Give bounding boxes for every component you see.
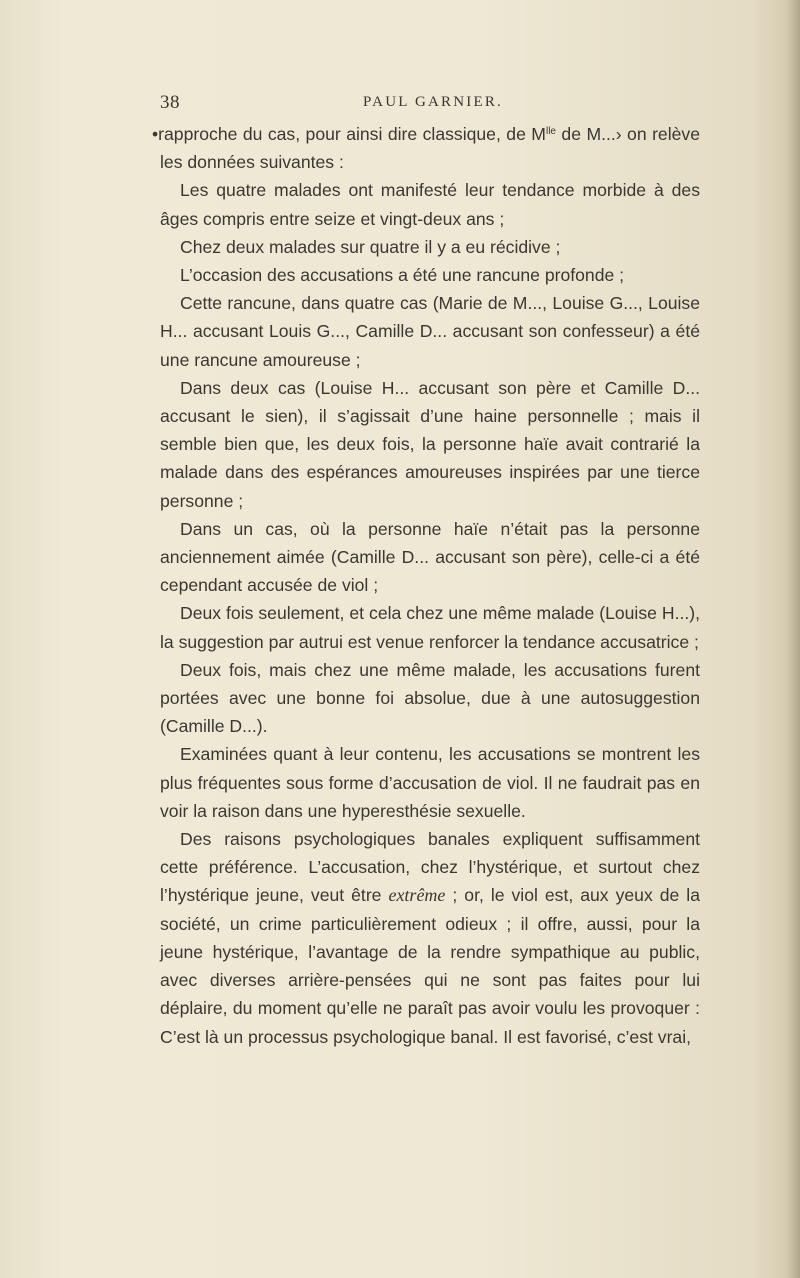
running-title: PAUL GARNIER. xyxy=(363,94,504,110)
running-head xyxy=(160,92,700,118)
paragraph-10: Examinées quant à leur contenu, les accusations se montrent les plus fréquentes sous forme d’accusation de viol. Il ne faudrait pas en voir la raison dans une hyperesthésie sexuelle. xyxy=(160,744,700,821)
paragraph-7: Dans un cas, où la personne haïe n’était pas la personne anciennement aimée (Camille D... accusant son père), celle-ci a été cependant accusée de viol ; xyxy=(160,518,700,596)
emphasis-extreme: extrême xyxy=(388,885,446,906)
paragraph-2: Les quatre malades ont manifesté leur tendance morbide à des âges compris entre seize et vingt-deux ans ; xyxy=(160,180,700,229)
paragraph-9: Deux fois, mais chez une même malade, les accusations furent portées avec une bonne foi absolue, due à une autosuggestion (Camille D...). xyxy=(160,659,700,737)
paragraph-6: Dans deux cas (Louise H... accusant son père et Camille D... accusant le sien), il s’agissait d’une haine personnelle ; mais il semble bien que, les deux fois, la personne haïe avait contrarié la malade dans des espérances amoureuses inspirées par une tierce personne ; xyxy=(160,377,700,511)
paragraph-4: L’occasion des accusations a été une rancune profonde ; xyxy=(180,265,625,286)
paragraph-1: •rapproche du cas, pour ainsi dire classique, de $M^{lle}$ de M...› on relève les données suivantes : xyxy=(152,124,700,173)
paragraph-5: Cette rancune, dans quatre cas (Marie de M..., Louise G..., Louise H... accusant Louis G..., Camille D... accusant son confesseur) a été une rancune amoureuse ; xyxy=(160,293,700,370)
paragraph-11: Des raisons psychologiques banales expliquent suffisamment cette préférence. L’accusation, chez l’hystérique, et surtout chez l’hystérique jeune, veut être extrême ; or, le viol est, aux yeux de la société, un crime particulièrement odieux ; il offre, aussi, pour la jeune hystérique, l’avantage de la rendre sympathique au public, avec diverses arrière-pensées qui ne sont pas faites pour lui déplaire, du moment qu’elle ne paraît pas avoir voulu les provoquer : C’est là un processus psychologique banal. Il est favorisé, c’est vrai, xyxy=(160,829,700,1047)
body-text xyxy=(152,118,700,1051)
page-number: 38 xyxy=(160,92,180,113)
page-edge-shadow xyxy=(786,0,800,1278)
paragraph-8: Deux fois seulement, et cela chez une même malade (Louise H...), la suggestion par autrui est venue renforcer la tendance accusatrice ; xyxy=(160,603,700,652)
paragraph-3: Chez deux malades sur quatre il y a eu récidive ; xyxy=(180,236,561,257)
